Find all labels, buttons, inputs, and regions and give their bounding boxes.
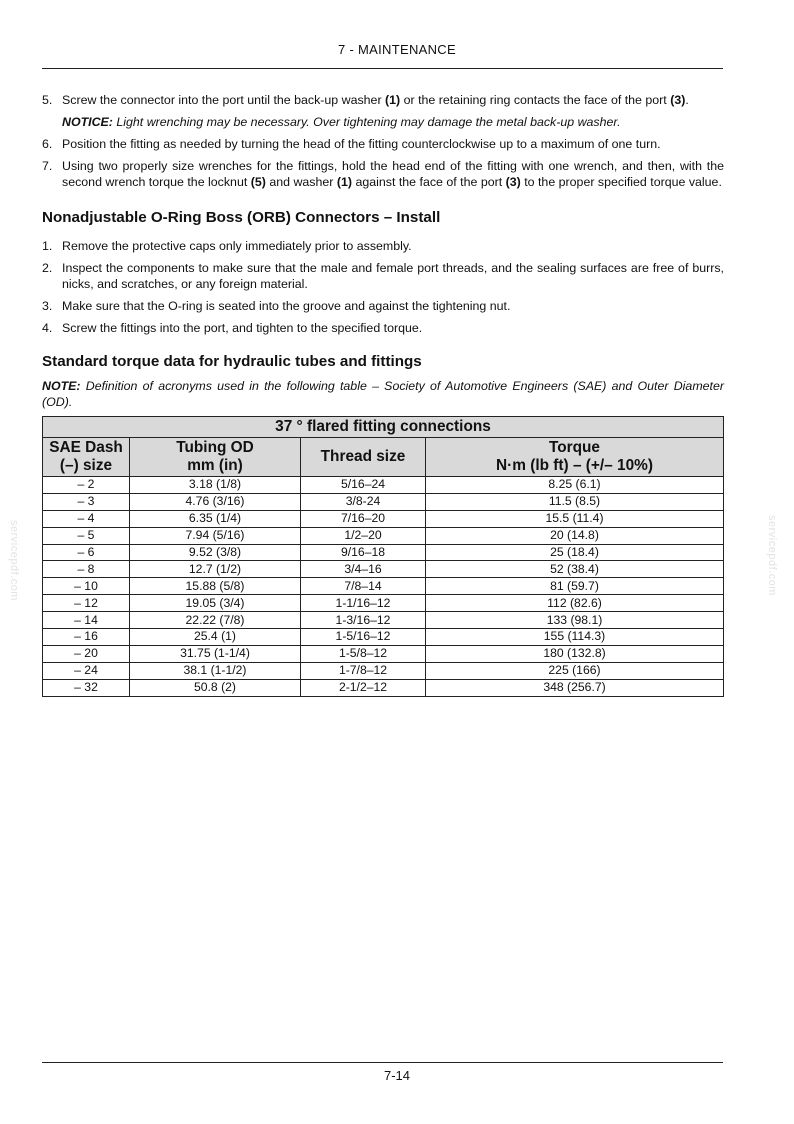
torque-cell: 15.5 (11.4)	[426, 510, 724, 527]
step-number: 4.	[42, 321, 53, 335]
step-number: 6.	[42, 137, 53, 151]
watermark-right: servicepdf.com	[766, 515, 778, 596]
callout-reference: (5)	[250, 175, 266, 189]
watermark-left: servicepdf.com	[8, 520, 20, 601]
step-text: against the face of the port	[352, 175, 506, 189]
table-title: 37 ° flared fitting connections	[43, 417, 724, 438]
list-item	[42, 298, 724, 314]
torque-cell: 180 (132.8)	[426, 645, 724, 662]
sae-dash-cell: – 20	[43, 645, 130, 662]
list-item	[42, 136, 724, 152]
tubing-od-cell: 7.94 (5/16)	[130, 527, 301, 544]
thread-size-cell: 1-5/16–12	[301, 629, 426, 646]
header-line: (–) size	[59, 457, 113, 474]
table-row	[43, 629, 724, 646]
step-number: 5.	[42, 93, 53, 107]
column-header-sae-dash	[43, 438, 130, 477]
page-content	[42, 92, 724, 697]
tubing-od-cell: 38.1 (1-1/2)	[130, 662, 301, 679]
thread-size-cell: 1/2–20	[301, 527, 426, 544]
thread-size-cell: 7/8–14	[301, 578, 426, 595]
header-rule	[42, 68, 723, 69]
step-text: Position the fitting as needed by turning the head of the fitting counterclockwise up to a maximum of one turn.	[62, 137, 661, 151]
sae-dash-cell: – 2	[43, 477, 130, 494]
table-row	[43, 595, 724, 612]
note-label: NOTE:	[42, 379, 81, 393]
tubing-od-cell: 19.05 (3/4)	[130, 595, 301, 612]
table-row	[43, 612, 724, 629]
tubing-od-cell: 31.75 (1-1/4)	[130, 645, 301, 662]
header-line: Tubing OD	[176, 439, 254, 456]
callout-reference: (1)	[385, 93, 401, 107]
torque-data-heading: Standard torque data for hydraulic tubes and fittings	[42, 353, 422, 370]
tubing-od-cell: 22.22 (7/8)	[130, 612, 301, 629]
sae-dash-cell: – 5	[43, 527, 130, 544]
header-line: N·m (lb ft) – (+/– 10%)	[496, 457, 653, 474]
step-number: 7.	[42, 159, 53, 173]
sae-dash-cell: – 24	[43, 662, 130, 679]
header-line: Thread size	[320, 448, 406, 465]
thread-size-cell: 1-7/8–12	[301, 662, 426, 679]
install-steps-continued	[42, 92, 724, 108]
sae-dash-cell: – 10	[43, 578, 130, 595]
torque-cell: 11.5 (8.5)	[426, 493, 724, 510]
step-number: 2.	[42, 261, 53, 275]
tubing-od-cell: 15.88 (5/8)	[130, 578, 301, 595]
list-item	[42, 320, 724, 336]
callout-reference: (3)	[505, 175, 521, 189]
page-number: 7-14	[383, 1068, 411, 1083]
thread-size-cell: 1-1/16–12	[301, 595, 426, 612]
table-row	[43, 493, 724, 510]
page-header-section: 7 - MAINTENANCE	[338, 42, 456, 57]
sae-dash-cell: – 8	[43, 561, 130, 578]
sae-dash-cell: – 16	[43, 629, 130, 646]
tubing-od-cell: 6.35 (1/4)	[130, 510, 301, 527]
step-text: to the proper specified torque value.	[520, 175, 722, 189]
table-row	[43, 477, 724, 494]
orb-install-heading: Nonadjustable O-Ring Boss (ORB) Connectors – Install	[42, 209, 441, 226]
list-item	[42, 158, 724, 190]
sae-dash-cell: – 6	[43, 544, 130, 561]
table-row	[43, 544, 724, 561]
orb-install-steps	[42, 238, 724, 336]
table-row	[43, 561, 724, 578]
note-text: Definition of acronyms used in the following table – Society of Automotive Engineers (SAE) and Outer Diameter (OD).	[42, 379, 724, 409]
torque-table-body	[43, 477, 724, 697]
table-row	[43, 679, 724, 696]
header-line: Torque	[548, 439, 600, 456]
thread-size-cell: 7/16–20	[301, 510, 426, 527]
thread-size-cell: 9/16–18	[301, 544, 426, 561]
sae-dash-cell: – 32	[43, 679, 130, 696]
torque-cell: 81 (59.7)	[426, 578, 724, 595]
notice	[42, 114, 724, 130]
tubing-od-cell: 50.8 (2)	[130, 679, 301, 696]
notice-text: Light wrenching may be necessary. Over tightening may damage the metal back-up washer.	[112, 115, 621, 129]
thread-size-cell: 2-1/2–12	[301, 679, 426, 696]
step-number: 3.	[42, 299, 53, 313]
header-line: mm (in)	[187, 457, 243, 474]
torque-cell: 8.25 (6.1)	[426, 477, 724, 494]
thread-size-cell: 1-5/8–12	[301, 645, 426, 662]
callout-reference: (1)	[336, 175, 352, 189]
torque-cell: 20 (14.8)	[426, 527, 724, 544]
table-row	[43, 510, 724, 527]
list-item	[42, 92, 724, 108]
tubing-od-cell: 9.52 (3/8)	[130, 544, 301, 561]
header-line: SAE Dash	[49, 439, 123, 456]
table-row	[43, 578, 724, 595]
step-text: Screw the connector into the port until the back-up washer	[62, 93, 386, 107]
thread-size-cell: 3/8-24	[301, 493, 426, 510]
thread-size-cell: 1-3/16–12	[301, 612, 426, 629]
torque-table	[42, 416, 724, 697]
step-text: and washer	[265, 175, 337, 189]
list-item	[42, 260, 724, 292]
table-row	[43, 527, 724, 544]
torque-cell: 225 (166)	[426, 662, 724, 679]
notice-label: NOTICE:	[62, 115, 113, 129]
sae-dash-cell: – 12	[43, 595, 130, 612]
torque-cell: 155 (114.3)	[426, 629, 724, 646]
step-text: Using two properly size wrenches for the fittings, hold the head end of the fitting with one wrench, and then, with the second wrench torque the locknut	[62, 159, 724, 189]
step-text: Inspect the components to make sure that the male and female port threads, and the sealing surfaces are free of burrs, nicks, and scratches, or any foreign material.	[62, 261, 724, 291]
list-item	[42, 238, 724, 254]
tubing-od-cell: 4.76 (3/16)	[130, 493, 301, 510]
step-text: or the retaining ring contacts the face of the port	[400, 93, 671, 107]
column-header-tubing-od	[130, 438, 301, 477]
step-text: Screw the fittings into the port, and tighten to the specified torque.	[62, 321, 423, 335]
torque-cell: 133 (98.1)	[426, 612, 724, 629]
step-text: Remove the protective caps only immediately prior to assembly.	[62, 239, 412, 253]
torque-cell: 52 (38.4)	[426, 561, 724, 578]
tubing-od-cell: 3.18 (1/8)	[130, 477, 301, 494]
column-header-thread-size	[301, 438, 426, 477]
acronym-note	[42, 378, 724, 410]
thread-size-cell: 3/4–16	[301, 561, 426, 578]
sae-dash-cell: – 14	[43, 612, 130, 629]
table-row	[43, 645, 724, 662]
footer-rule	[42, 1062, 723, 1063]
torque-cell: 112 (82.6)	[426, 595, 724, 612]
thread-size-cell: 5/16–24	[301, 477, 426, 494]
step-text: Make sure that the O-ring is seated into the groove and against the tightening nut.	[62, 299, 511, 313]
column-header-torque	[426, 438, 724, 477]
sae-dash-cell: – 3	[43, 493, 130, 510]
install-steps-continued-2	[42, 136, 724, 190]
tubing-od-cell: 12.7 (1/2)	[130, 561, 301, 578]
torque-cell: 25 (18.4)	[426, 544, 724, 561]
step-text: .	[685, 93, 689, 107]
step-number: 1.	[42, 239, 53, 253]
sae-dash-cell: – 4	[43, 510, 130, 527]
callout-reference: (3)	[670, 93, 686, 107]
tubing-od-cell: 25.4 (1)	[130, 629, 301, 646]
torque-cell: 348 (256.7)	[426, 679, 724, 696]
table-row	[43, 662, 724, 679]
